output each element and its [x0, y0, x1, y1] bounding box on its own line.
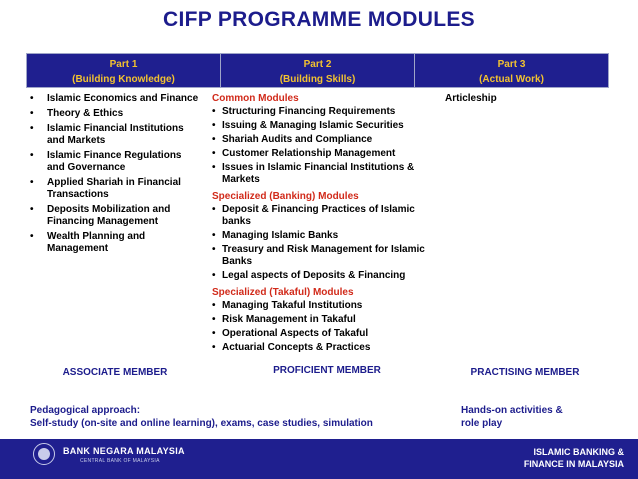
bank-name: BANK NEGARA MALAYSIA	[63, 446, 185, 456]
pedagogy-detail: Self-study (on-site and online learning), exams, case studies, simulation	[30, 418, 373, 429]
pedagogical-approach	[30, 404, 373, 430]
list-item: • Applied Shariah in Financial Transactions	[30, 177, 181, 200]
bullet-icon: •	[30, 177, 34, 188]
common-modules-title: Common Modules	[212, 93, 299, 104]
list-item: • Islamic Economics and Finance	[30, 93, 199, 104]
part2-label: Part 2	[303, 59, 332, 70]
practising-member-label: PRACTISING MEMBER	[470, 367, 580, 378]
list-item: • Risk Management in Takaful	[212, 314, 356, 325]
list-item: • Shariah Audits and Compliance	[212, 134, 373, 145]
list-item: • Treasury and Risk Management for Islamic Banks	[212, 244, 425, 267]
part1-column	[30, 93, 200, 258]
hands-on-line1: Hands-on activities &	[461, 405, 563, 416]
associate-member-label: ASSOCIATE MEMBER	[62, 367, 168, 378]
list-item: • Islamic Finance Regulations and Governance	[30, 150, 182, 173]
bullet-icon: •	[212, 342, 216, 353]
bullet-icon: •	[212, 120, 216, 131]
pedagogy-heading: Pedagogical approach:	[30, 405, 141, 416]
part1-label: Part 1	[109, 59, 138, 70]
footer-tagline-line2: FINANCE IN MALAYSIA	[523, 459, 624, 469]
list-item: • Deposits Mobilization and Financing Management	[30, 204, 171, 227]
bullet-icon: •	[212, 314, 216, 325]
part2-sublabel: (Building Skills)	[279, 74, 356, 85]
footer-tagline-line1: ISLAMIC BANKING &	[533, 447, 624, 457]
bullet-icon: •	[212, 230, 216, 241]
hands-on-note	[461, 404, 563, 430]
part3-header	[415, 54, 608, 87]
bullet-icon: •	[30, 204, 34, 215]
list-item: • Issuing & Managing Islamic Securities	[212, 120, 404, 131]
articleship-text: Articleship	[445, 93, 497, 104]
banking-modules-title: Specialized (Banking) Modules	[212, 191, 359, 202]
part1-header	[27, 54, 221, 87]
list-item: • Managing Takaful Institutions	[212, 300, 363, 311]
bullet-icon: •	[212, 204, 216, 215]
takaful-modules-title: Specialized (Takaful) Modules	[212, 287, 354, 298]
page-title: CIFP PROGRAMME MODULES	[163, 8, 475, 31]
part2-header	[221, 54, 415, 87]
common-module-list	[212, 106, 442, 186]
bullet-icon: •	[212, 270, 216, 281]
list-item: • Deposit & Financing Practices of Islamic banks	[212, 204, 415, 227]
bullet-icon: •	[30, 231, 34, 242]
banking-module-list	[212, 204, 442, 282]
parts-header	[26, 53, 609, 88]
bullet-icon: •	[212, 328, 216, 339]
list-item: • Legal aspects of Deposits & Financing	[212, 270, 406, 281]
list-item: • Islamic Financial Institutions and Markets	[30, 123, 184, 146]
title-bar	[0, 0, 638, 43]
bullet-icon: •	[212, 162, 216, 173]
bullet-icon: •	[30, 123, 34, 134]
bullet-icon: •	[212, 148, 216, 159]
bullet-icon: •	[212, 134, 216, 145]
list-item: • Issues in Islamic Financial Institutions & Markets	[212, 162, 415, 185]
bullet-icon: •	[212, 244, 216, 255]
proficient-member-label: PROFICIENT MEMBER	[273, 365, 381, 376]
list-item: • Theory & Ethics	[30, 108, 124, 119]
bullet-icon: •	[30, 108, 34, 119]
footer-tagline	[514, 446, 624, 470]
bullet-icon: •	[30, 150, 34, 161]
bank-logo-icon	[33, 443, 55, 465]
takaful-module-list	[212, 300, 442, 354]
list-item: • Managing Islamic Banks	[212, 230, 339, 241]
list-item: • Operational Aspects of Takaful	[212, 328, 369, 339]
hands-on-line2: role play	[461, 418, 503, 429]
part3-sublabel: (Actual Work)	[479, 74, 544, 85]
bullet-icon: •	[30, 93, 34, 104]
part1-sublabel: (Building Knowledge)	[72, 74, 175, 85]
list-item: • Wealth Planning and Management	[30, 231, 146, 254]
part1-module-list	[30, 93, 200, 255]
list-item: • Structuring Financing Requirements	[212, 106, 396, 117]
part2-column	[212, 93, 442, 356]
part3-column	[445, 93, 605, 105]
bullet-icon: •	[212, 300, 216, 311]
list-item: • Actuarial Concepts & Practices	[212, 342, 371, 353]
bank-subtitle: CENTRAL BANK OF MALAYSIA	[80, 458, 160, 464]
part3-label: Part 3	[497, 59, 526, 70]
bullet-icon: •	[212, 106, 216, 117]
list-item: • Customer Relationship Management	[212, 148, 396, 159]
